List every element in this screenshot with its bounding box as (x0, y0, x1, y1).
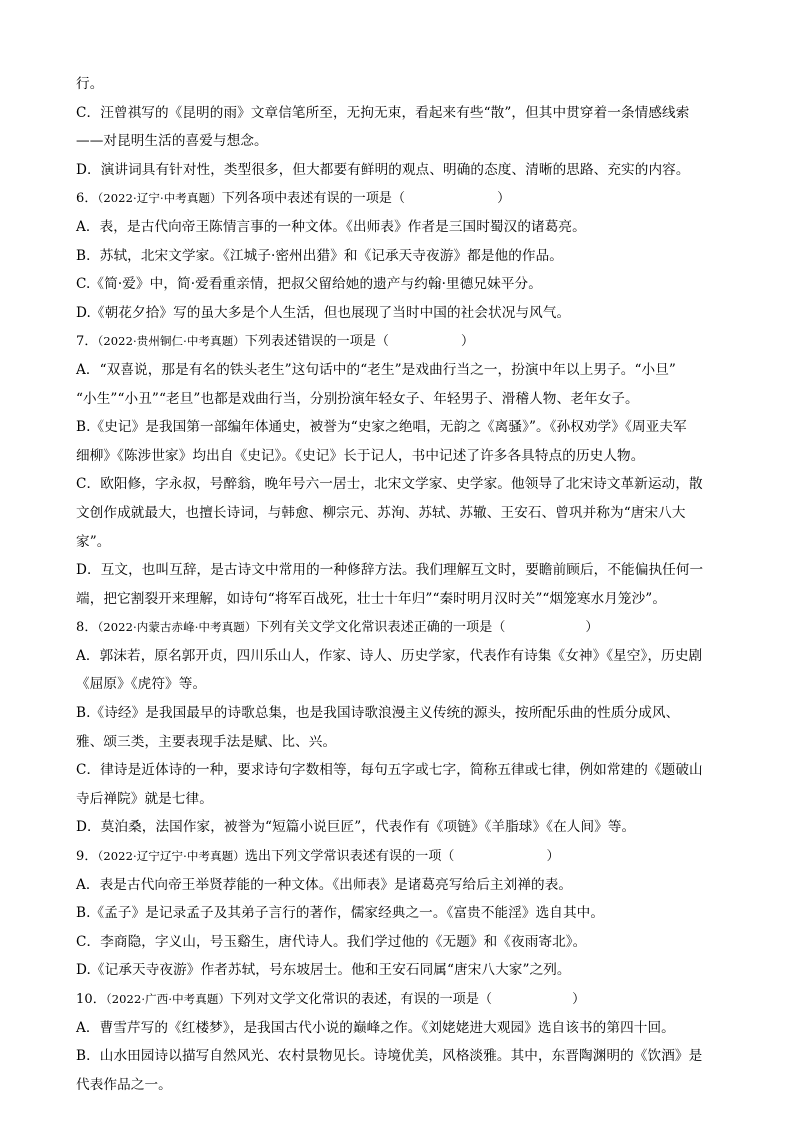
document-page (76, 70, 726, 1099)
question-source: （2022·辽宁·中考真题） (97, 191, 222, 206)
question-header (76, 842, 726, 871)
text-line: B.《史记》是我国第一部编年体通史，被誉为“史家之绝唱，无韵之《离骚》”。《孙权劝学》《周亚夫军 (76, 419, 687, 436)
question-header (76, 985, 726, 1014)
answer-blank-close: ） (585, 620, 599, 636)
question-stem: 下列各项中表述有误的一项是（ (221, 191, 406, 207)
text-line: D.《朝花夕拾》写的虽大多是个人生活，但也展现了当时中国的社会状况与风气。 (76, 304, 571, 321)
question-source: （2022·内蒙古赤峰·中考真题） (97, 620, 257, 635)
question-number: 9． (76, 849, 98, 865)
question-header (76, 613, 726, 642)
text-line: A．表，是古代向帝王陈情言事的一种文体。《出师表》作者是三国时蜀汉的诸葛亮。 (76, 218, 586, 235)
text-line: D．莫泊桑，法国作家，被誉为“短篇小说巨匠”，代表作有《项链》《羊脂球》《在人间》等。 (76, 819, 636, 836)
text-line: C．欧阳修，字永叔，号醉翁，晚年号六一居士，北宋文学家、史学家。他领导了北宋诗文革新运动，散 (76, 476, 703, 493)
text-line: 家”。 (76, 533, 111, 550)
question-stem: 选出下列文学常识表述有误的一项（ (244, 849, 455, 865)
question-stem: 下列有关文学文化常识表述正确的一项是（ (256, 620, 506, 636)
text-line: 端，把它割裂开来理解，如诗句“将军百战死，壮士十年归”“秦时明月汉时关”“烟笼寒水月笼沙”。 (76, 590, 667, 607)
text-line: B.《孟子》是记录孟子及其弟子言行的著作，儒家经典之一。《富贵不能淫》选自其中。 (76, 905, 605, 922)
text-line: 代表作品之一。 (76, 1076, 172, 1093)
question-header (76, 327, 726, 356)
text-line: “小生”“小丑”“老旦”也都是戏曲行当，分别扮演年轻女子、年轻男子、滑稽人物、老年女子。 (76, 390, 639, 407)
answer-blank-close: ） (461, 334, 475, 350)
text-line: 《屈原》《虎符》等。 (76, 676, 207, 693)
text-line: B．苏轼，北宋文学家。《江城子·密州出猎》和《记承天寺夜游》都是他的作品。 (76, 247, 563, 264)
text-line: C．李商隐，字义山，号玉谿生，唐代诗人。我们学过他的《无题》和《夜雨寄北》。 (76, 933, 587, 950)
text-line: A．表是古代向帝王举贤荐能的一种文体。《出师表》是诸葛亮写给后主刘禅的表。 (76, 876, 573, 893)
text-line: B．山水田园诗以描写自然风光、农村景物见长。诗境优美，风格淡雅。其中，东晋陶渊明的《饮酒》是 (76, 1048, 703, 1065)
text-line: ——对昆明生活的喜爱与想念。 (76, 133, 268, 150)
question-stem: 下列表述错误的一项是（ (244, 334, 390, 350)
question-number: 10． (76, 992, 106, 1007)
answer-blank-close: ） (497, 191, 511, 207)
question-source: （2022·辽宁辽宁·中考真题） (97, 849, 245, 864)
answer-blank-close: ） (546, 849, 560, 865)
text-line: A．郭沫若，原名郭开贞，四川乐山人，作家、诗人、历史学家，代表作有诗集《女神》《星空》，历史剧 (76, 647, 703, 664)
text-line: B.《诗经》是我国最早的诗歌总集，也是我国诗歌浪漫主义传统的源头，按所配乐曲的性质分成风、 (76, 705, 680, 722)
question-header (76, 184, 726, 213)
answer-blank-close: ） (572, 992, 586, 1007)
text-line: A．曹雪芹写的《红楼梦》，是我国古代小说的巅峰之作。《刘姥姥进大观园》选自该书的第四十回。 (76, 1019, 675, 1036)
question-stem: 下列对文学文化常识的表述，有误的一项是（ (230, 992, 493, 1007)
text-line: 细柳》《陈涉世家》均出自《史记》。《史记》长于记人，书中记述了许多各具特点的历史人物。 (76, 447, 645, 464)
text-line: D．互文，也叫互辞，是古诗文中常用的一种修辞方法。我们理解互文时，要瞻前顾后，不能偏执任何一 (76, 562, 704, 579)
text-line: A．“双喜说，那是有名的铁头老生”这句话中的“老生”是戏曲行当之一，扮演中年以上男子。“小旦” (76, 361, 676, 378)
text-line: 行。 (76, 76, 104, 92)
text-line: C.《简·爱》中，简·爱看重亲情，把叔父留给她的遗产与约翰·里德兄妹平分。 (76, 276, 542, 293)
text-line: D．演讲词具有针对性，类型很多，但大都要有鲜明的观点、明确的态度、清晰的思路、充实的内容。 (76, 161, 690, 178)
text-line: 雅、颂三类，主要表现手法是赋、比、兴。 (76, 733, 337, 750)
text-line: C．律诗是近体诗的一种，要求诗句字数相等，每句五字或七字，简称五律或七律，例如常建的《题破山 (76, 762, 703, 779)
question-number: 6． (76, 191, 98, 207)
text-line: C．汪曾祺写的《昆明的雨》文章信笔所至，无拘无束，看起来有些“散”，但其中贯穿着一条情感线索 (76, 104, 690, 121)
question-number: 7． (76, 334, 98, 350)
text-line: 文创作成就最大，也擅长诗词，与韩愈、柳宗元、苏洵、苏轼、苏辙、王安石、曾巩并称为“唐宋八大 (76, 504, 686, 521)
question-source: （2022·广西·中考真题） (105, 992, 231, 1006)
question-number: 8． (76, 620, 98, 636)
text-line: 寺后禅院》就是七律。 (76, 790, 213, 807)
text-line: D.《记承天寺夜游》作者苏轼，号东坡居士。他和王安石同属“唐宋八大家”之列。 (76, 962, 571, 979)
question-source: （2022·贵州铜仁·中考真题） (97, 334, 245, 349)
